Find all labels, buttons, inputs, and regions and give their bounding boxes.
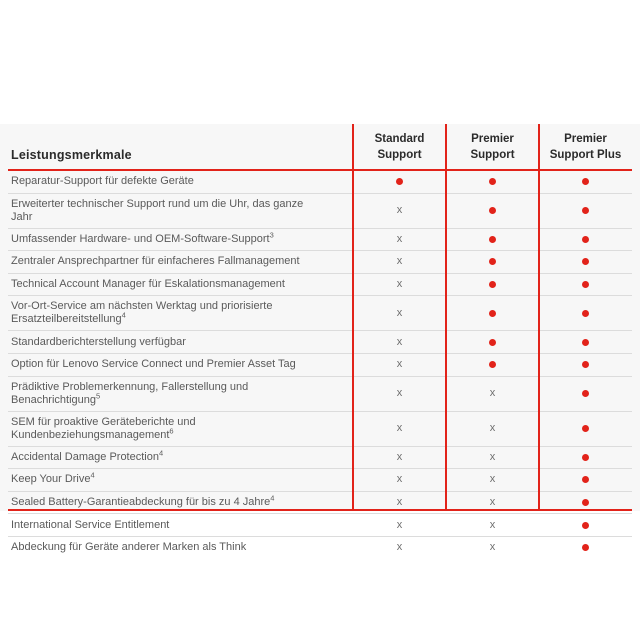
plan-cell-included [539,361,632,368]
feature-label: International Service Entitlement [11,518,170,531]
column-header-line2: Support Plus [549,149,622,161]
excluded-x-mark: x [396,387,403,400]
included-dot-icon [582,425,589,432]
plan-cell-included [539,339,632,346]
plan-cell-included [539,522,632,529]
included-dot-icon [582,339,589,346]
feature-label: Prädiktive Problemerkennung, Fallerstellung und Benachrichtigung$^5$ [11,380,249,406]
plan-cell-included [539,544,632,551]
feature-label: Accidental Damage Protection$^4$ [11,448,164,463]
plan-cell-included [539,454,632,461]
plan-cell-excluded [446,388,539,399]
column-divider [352,124,354,511]
plan-cell-included [539,207,632,214]
plan-cell-excluded [353,308,446,319]
plan-cell-excluded [353,423,446,434]
plan-cell-included [446,339,539,346]
included-dot-icon [582,476,589,483]
plan-cell-excluded [353,542,446,553]
included-dot-icon [489,339,496,346]
plan-cell-included [539,178,632,185]
feature-label: Option für Lenovo Service Connect und Premier Asset Tag [11,358,296,371]
table-row [8,514,632,537]
excluded-x-mark: x [396,518,403,531]
excluded-x-mark: x [489,518,496,531]
feature-label: Standardberichterstellung verfügbar [11,335,186,348]
plan-cell-excluded [353,337,446,348]
included-dot-icon [582,499,589,506]
plan-cell-included [539,499,632,506]
included-dot-icon [489,310,496,317]
feature-label: Erweiterter technischer Support rund um die Uhr, das ganze Jahr [11,197,304,223]
footnote-reference: 4 [270,493,275,503]
included-dot-icon [582,281,589,288]
excluded-x-mark: x [396,496,403,509]
excluded-x-mark: x [396,422,403,435]
excluded-x-mark: x [396,255,403,268]
feature-column-header: Leistungsmerkmale [11,148,132,162]
column-header-standard-support [353,131,446,169]
column-header-line2: Support [377,149,422,161]
plan-cell-included [353,178,446,185]
included-dot-icon [489,258,496,265]
included-dot-icon [489,207,496,214]
plan-cell-excluded [353,205,446,216]
excluded-x-mark: x [489,541,496,554]
plan-cell-included [539,310,632,317]
excluded-x-mark: x [489,387,496,400]
plan-cell-excluded [353,279,446,290]
plan-cell-excluded [353,474,446,485]
plan-cell-excluded [446,474,539,485]
plan-cell-included [446,236,539,243]
included-dot-icon [396,178,403,185]
plan-cell-included [539,425,632,432]
excluded-x-mark: x [396,278,403,291]
feature-label: Technical Account Manager für Eskalationsmanagement [11,278,285,291]
excluded-x-mark: x [396,473,403,486]
footnote-reference: 5 [96,390,101,400]
footnote-reference: 3 [269,230,274,240]
plan-cell-excluded [353,359,446,370]
plan-cell-included [446,361,539,368]
excluded-x-mark: x [489,450,496,463]
plan-cell-included [539,236,632,243]
column-header-line2: Support [470,149,515,161]
included-dot-icon [489,236,496,243]
column-header-premier-support-plus [539,131,632,169]
excluded-x-mark: x [396,335,403,348]
feature-label: Keep Your Drive$^4$ [11,470,95,486]
feature-label: Zentraler Ansprechpartner für einfacheres Fallmanagement [11,255,300,268]
included-dot-icon [582,258,589,265]
feature-label: Umfassender Hardware- und OEM-Software-Support$^3$ [11,230,274,245]
included-dot-icon [489,361,496,368]
column-divider [445,124,447,511]
excluded-x-mark: x [489,422,496,435]
included-dot-icon [582,178,589,185]
support-comparison-table [0,124,640,554]
excluded-x-mark: x [396,306,403,319]
included-dot-icon [489,178,496,185]
included-dot-icon [582,310,589,317]
plan-cell-excluded [353,256,446,267]
included-dot-icon [582,361,589,368]
excluded-x-mark: x [396,358,403,371]
plan-cell-excluded [446,542,539,553]
included-dot-icon [582,522,589,529]
plan-cell-included [446,207,539,214]
plan-cell-excluded [446,497,539,508]
plan-cell-excluded [353,452,446,463]
plan-cell-included [446,258,539,265]
excluded-x-mark: x [396,450,403,463]
plan-cell-excluded [446,452,539,463]
plan-cell-included [446,281,539,288]
excluded-x-mark: x [396,232,403,245]
table-inner [8,124,632,554]
feature-label: Vor-Ort-Service am nächsten Werktag und priorisierte Ersatzteilbereitstellung$^4$ [11,300,273,326]
excluded-x-mark: x [396,204,403,217]
plan-cell-included [446,178,539,185]
included-dot-icon [582,454,589,461]
feature-label: Reparatur-Support für defekte Geräte [11,175,194,188]
footnote-reference: 4 [158,448,164,458]
column-divider [538,124,540,511]
footnote-reference: 6 [169,425,174,435]
plan-cell-included [446,310,539,317]
plan-cell-excluded [353,497,446,508]
plan-cell-excluded [353,520,446,531]
feature-label: Abdeckung für Geräte anderer Marken als Think [11,541,247,554]
plan-cell-included [539,390,632,397]
plan-cell-excluded [446,423,539,434]
plan-cell-excluded [353,388,446,399]
column-header-line1: Premier [471,133,514,145]
feature-label: Sealed Battery-Garantieabdeckung für bis zu 4 Jahre$^4$ [11,493,275,509]
included-dot-icon [582,544,589,551]
excluded-x-mark: x [489,496,496,509]
included-dot-icon [489,281,496,288]
plan-cell-excluded [353,234,446,245]
table-bottom-border [8,509,632,511]
included-dot-icon [582,236,589,243]
footnote-reference: 4 [90,470,95,480]
plan-cell-included [539,281,632,288]
plan-cell-included [539,476,632,483]
table-row [8,537,632,559]
included-dot-icon [582,207,589,214]
excluded-x-mark: x [396,541,403,554]
column-header-line1: Premier [564,133,607,145]
column-header-line1: Standard [374,133,425,145]
feature-label: SEM für proaktive Geräteberichte und Kundenbeziehungsmanagement$^6$ [11,415,196,441]
included-dot-icon [582,390,589,397]
excluded-x-mark: x [489,473,496,486]
plan-cell-excluded [446,520,539,531]
plan-cell-included [539,258,632,265]
column-header-premier-support [446,131,539,169]
footnote-reference: 4 [121,310,126,320]
